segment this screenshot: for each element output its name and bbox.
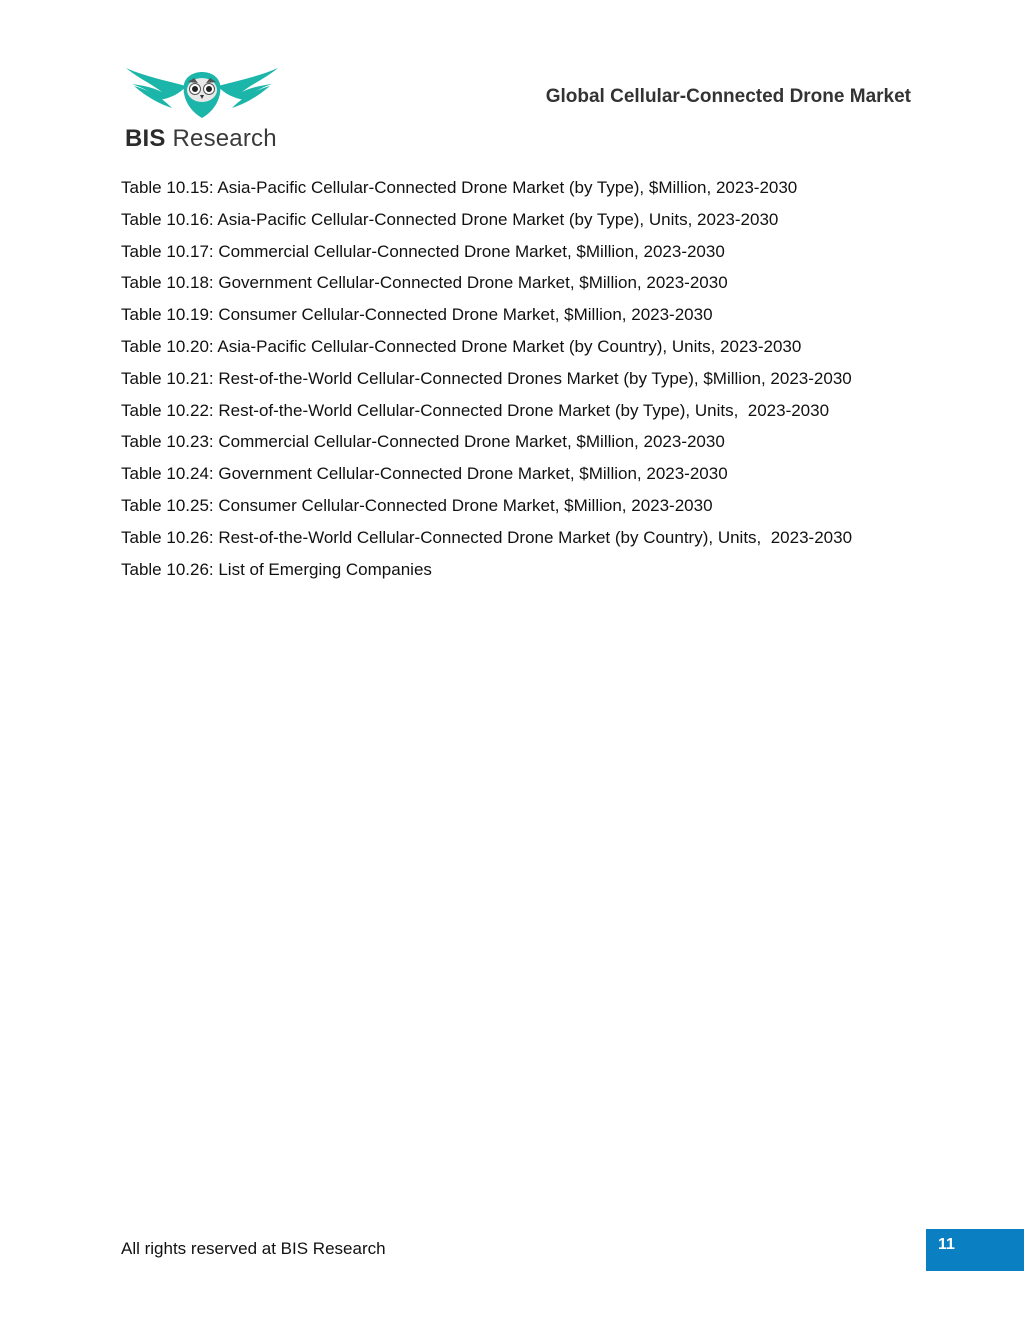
footer-rights-text: All rights reserved at BIS Research: [121, 1239, 386, 1258]
logo-wordmark: [125, 126, 277, 152]
table-list-item[interactable]: Table 10.26: List of Emerging Companies: [121, 559, 432, 579]
table-list-item[interactable]: Table 10.17: Commercial Cellular-Connected Drone Market, $Million, 2023-2030: [121, 241, 725, 261]
table-list-item[interactable]: Table 10.21: Rest-of-the-World Cellular-Connected Drones Market (by Type), $Million, 2023-2030: [121, 368, 852, 388]
logo-wordmark-light: Research: [172, 125, 277, 152]
table-list-item[interactable]: Table 10.23: Commercial Cellular-Connected Drone Market, $Million, 2023-2030: [121, 432, 725, 452]
table-list-item[interactable]: Table 10.22: Rest-of-the-World Cellular-Connected Drone Market (by Type), Units, 2023-2030: [121, 400, 830, 420]
table-list-item[interactable]: Table 10.15: Asia-Pacific Cellular-Connected Drone Market (by Type), $Million, 2023-2030: [121, 178, 798, 197]
bis-research-logo: [120, 64, 284, 154]
table-list-item[interactable]: Table 10.19: Consumer Cellular-Connected Drone Market, $Million, 2023-2030: [121, 305, 713, 325]
table-list-item[interactable]: Table 10.25: Consumer Cellular-Connected Drone Market, $Million, 2023-2030: [121, 495, 713, 515]
table-list-item[interactable]: Table 10.18: Government Cellular-Connected Drone Market, $Million, 2023-2030: [121, 273, 728, 293]
document-title: Global Cellular-Connected Drone Market: [545, 86, 911, 107]
owl-logo-icon: [124, 64, 280, 120]
table-list-item[interactable]: Table 10.20: Asia-Pacific Cellular-Connected Drone Market (by Country), Units, 2023-2030: [121, 336, 802, 356]
logo-wordmark-bold: BIS: [125, 125, 166, 152]
table-list-item[interactable]: Table 10.16: Asia-Pacific Cellular-Connected Drone Market (by Type), Units, 2023-2030: [121, 209, 779, 229]
page-number: 11: [938, 1236, 955, 1253]
table-list: [121, 172, 921, 585]
table-list-item[interactable]: Table 10.24: Government Cellular-Connected Drone Market, $Million, 2023-2030: [121, 464, 728, 484]
page-number-badge: [926, 1229, 1024, 1271]
table-list-item[interactable]: Table 10.26: Rest-of-the-World Cellular-Connected Drone Market (by Country), Units, 2023-2030: [121, 527, 853, 547]
